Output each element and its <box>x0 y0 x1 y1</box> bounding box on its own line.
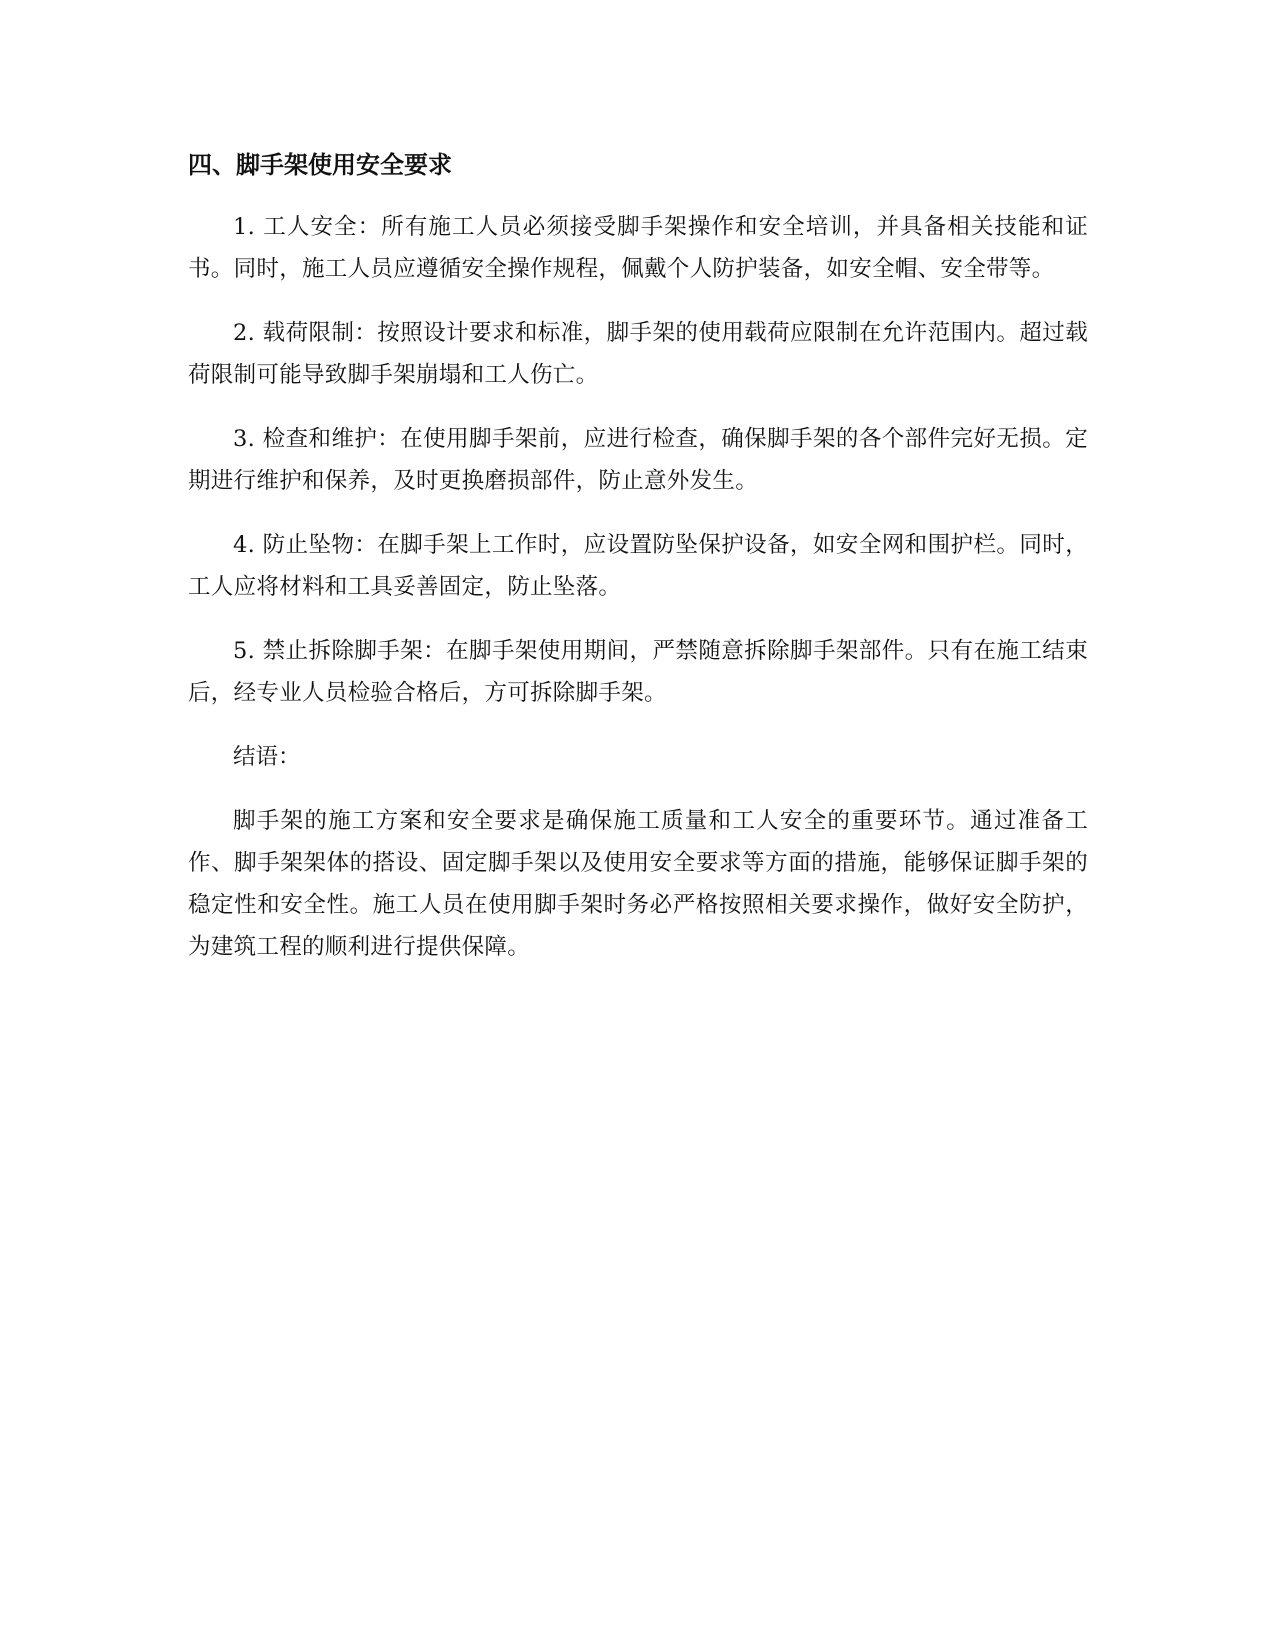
document-body <box>188 145 1088 990</box>
list-item-falling-objects: 4. 防止坠物：在脚手架上工作时，应设置防坠保护设备，如安全网和围护栏。同时，工人应将材料和工具妥善固定，防止坠落。 <box>188 532 1088 600</box>
list-item-load-limit: 2. 载荷限制：按照设计要求和标准，脚手架的使用载荷应限制在允许范围内。超过载荷限制可能导致脚手架崩塌和工人伤亡。 <box>188 320 1088 388</box>
list-item-inspection-maintenance: 3. 检查和维护：在使用脚手架前，应进行检查，确保脚手架的各个部件完好无损。定期进行维护和保养，及时更换磨损部件，防止意外发生。 <box>188 426 1088 494</box>
list-item-worker-safety: 1. 工人安全：所有施工人员必须接受脚手架操作和安全培训，并具备相关技能和证书。同时，施工人员应遵循安全操作规程，佩戴个人防护装备，如安全帽、安全带等。 <box>188 214 1088 282</box>
closing-label: 结语： <box>233 744 301 770</box>
list-item-no-dismantling: 5. 禁止拆除脚手架：在脚手架使用期间，严禁随意拆除脚手架部件。只有在施工结束后，经专业人员检验合格后，方可拆除脚手架。 <box>188 638 1088 706</box>
closing-paragraph: 脚手架的施工方案和安全要求是确保施工质量和工人安全的重要环节。通过准备工作、脚手架架体的搭设、固定脚手架以及使用安全要求等方面的措施，能够保证脚手架的稳定性和安全性。施工人员在使用脚手架时务必严格按照相关要求操作，做好安全防护，为建筑工程的顺利进行提供保障。 <box>188 808 1088 960</box>
section-heading: 四、脚手架使用安全要求 <box>188 151 452 179</box>
